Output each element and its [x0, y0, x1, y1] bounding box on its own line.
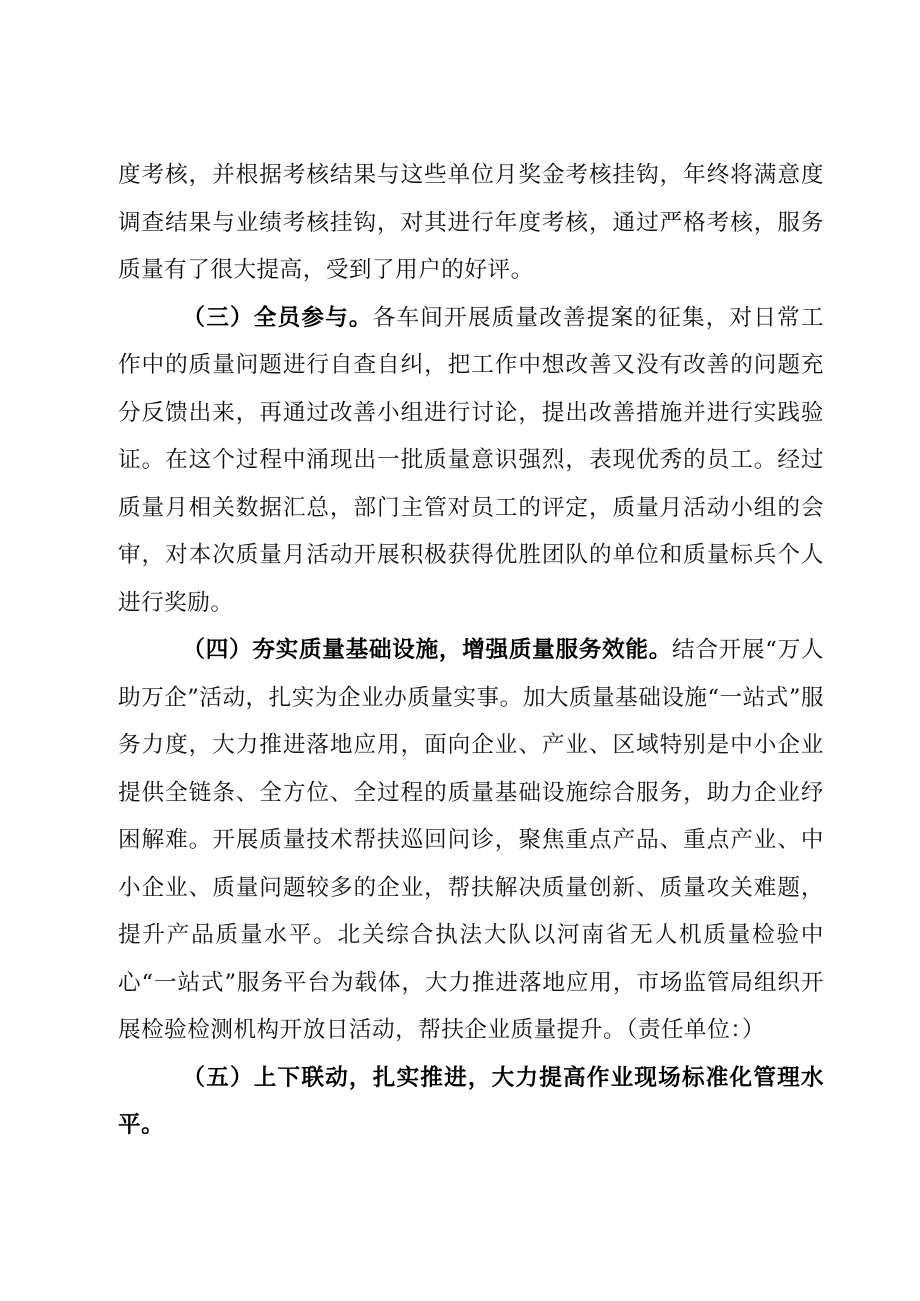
paragraph-text: 结合开展“万人助万企”活动，扎实为企业办质量实事。加大质量基础设施“一站式”服务力度，大力推进落地应用，面向企业、产业、区域特别是中小企业提供全链条、全方位、全过程的质量基础设施综合服务，助力企业纾困解难。开展质量技术帮扶巡回问诊，聚焦重点产品、重点产业、中小企业、质量问题较多的企业，帮扶解决质量创新、质量攻关难题，提升产品质量水平。北关综合执法大队以河南省无人机质量检验中心“一站式”服务平台为载体，大力推进落地应用，市场监管局组织开展检验检测机构开放日活动，帮扶企业质量提升。（责任单位：）	[118, 637, 824, 1043]
paragraph-text: 各车间开展质量改善提案的征集，对日常工作中的质量问题进行自查自纠，把工作中想改善又没有改善的问题充分反馈出来，再通过改善小组进行讨论，提出改善措施并进行实践验证。在这个过程中涌现出一批质量意识强烈，表现优秀的员工。经过质量月相关数据汇总，部门主管对员工的评定，质量月活动小组的会审，对本次质量月活动开展积极获得优胜团队的单位和质量标兵个人进行奖励。	[118, 304, 825, 616]
paragraph-quality-infrastructure	[118, 627, 824, 1055]
document-body	[118, 152, 824, 1150]
paragraph-text: 度考核，并根据考核结果与这些单位月奖金考核挂钩，年终将满意度调查结果与业绩考核挂钩，对其进行年度考核，通过严格考核，服务质量有了很大提高，受到了用户的好评。	[118, 162, 824, 283]
section-heading-4: （四）夯实质量基础设施，增强质量服务效能。	[182, 637, 673, 663]
section-heading-3: （三）全员参与。	[182, 304, 373, 331]
paragraph-continuation	[118, 152, 824, 295]
paragraph-standardization	[118, 1055, 824, 1150]
section-heading-5: （五）上下联动，扎实推进，大力提高作业现场标准化管理水平。	[118, 1064, 824, 1138]
paragraph-full-participation	[118, 295, 824, 628]
